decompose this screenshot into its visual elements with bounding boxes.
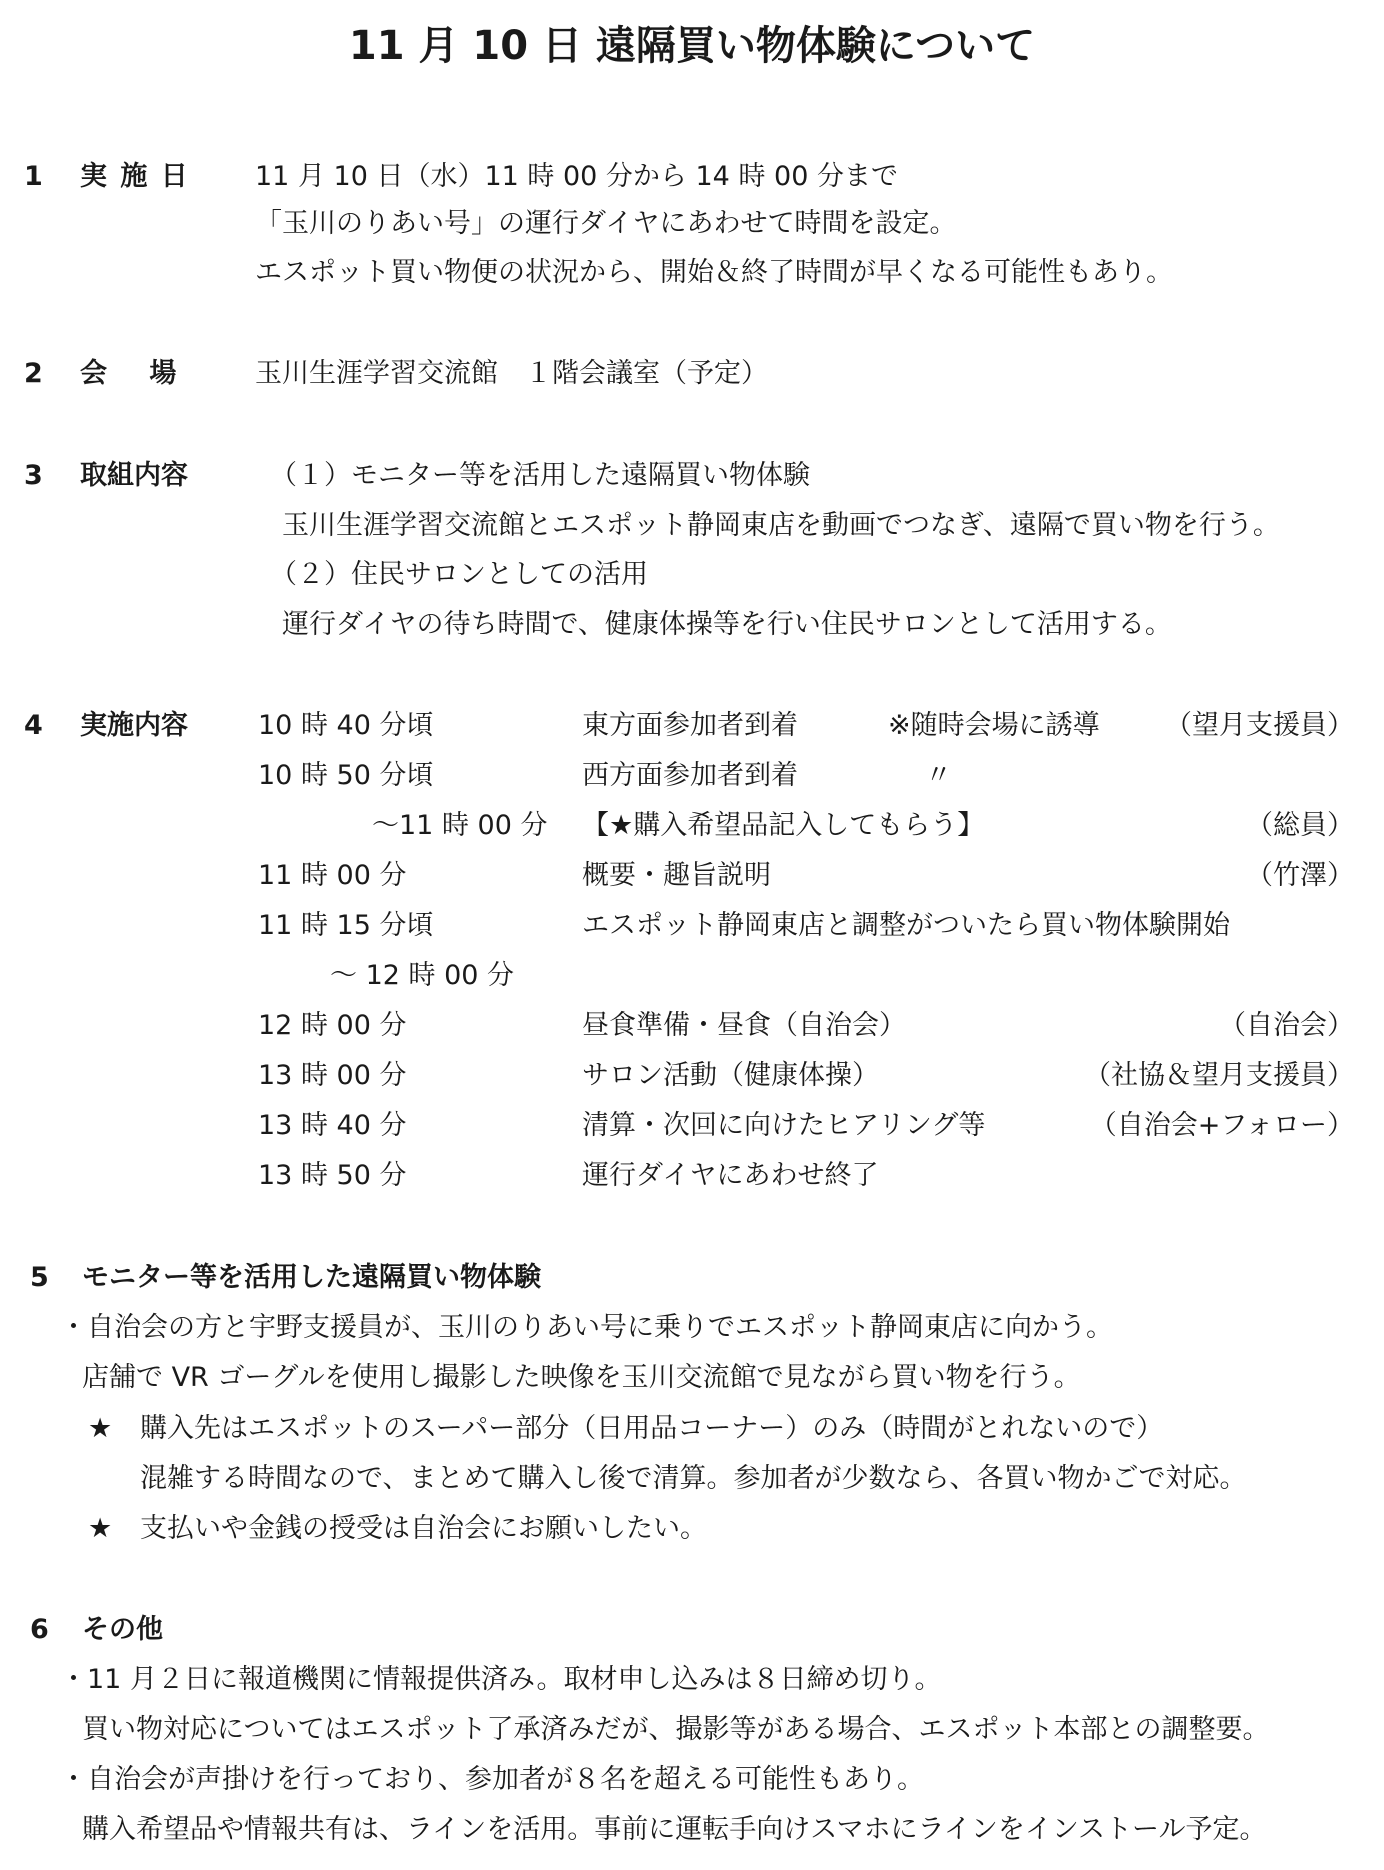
section-3-line-1: （１）モニター等を活用した遠隔買い物体験 (270, 460, 810, 491)
schedule-time: 13 時 40 分 (258, 1110, 407, 1141)
schedule-staff: （竹澤） (1246, 860, 1354, 891)
schedule-activity: 東方面参加者到着 (582, 710, 798, 741)
page-title: 11 月 10 日 遠隔買い物体験について (348, 23, 1036, 69)
section-6-heading: その他 (82, 1614, 163, 1645)
star-icon: ★ (88, 1413, 113, 1444)
section-3-line-4: 運行ダイヤの待ち時間で、健康体操等を行い住民サロンとして活用する。 (282, 609, 1172, 640)
section-3-line-2: 玉川生涯学習交流館とエスポット静岡東店を動画でつなぎ、遠隔で買い物を行う。 (282, 510, 1280, 541)
schedule-row (0, 1160, 1384, 1200)
section-4-heading: 実施内容 (80, 710, 188, 741)
schedule-staff: （自治会） (1219, 1010, 1354, 1041)
schedule-time: 10 時 40 分頃 (258, 710, 434, 741)
schedule-staff: （総員） (1246, 810, 1354, 841)
star-icon: ★ (88, 1513, 113, 1544)
schedule-time: 12 時 00 分 (258, 1010, 407, 1041)
schedule-time: ～ 12 時 00 分 (330, 960, 515, 991)
section-5-star-2: 支払いや金銭の授受は自治会にお願いしたい。 (140, 1513, 707, 1544)
schedule-activity: 運行ダイヤにあわせ終了 (582, 1160, 879, 1191)
section-5-star-1: 購入先はエスポットのスーパー部分（日用品コーナー）のみ（時間がとれないので） (140, 1413, 1164, 1444)
schedule-row (0, 860, 1384, 900)
section-5-heading: モニター等を活用した遠隔買い物体験 (82, 1262, 541, 1293)
schedule-activity: サロン活動（健康体操） (582, 1060, 879, 1091)
schedule-time: 11 時 15 分頃 (258, 910, 434, 941)
schedule-row (0, 910, 1384, 950)
schedule-time: 13 時 00 分 (258, 1060, 407, 1091)
schedule-row (0, 1060, 1384, 1100)
section-6-bullet-2: ・自治会が声掛けを行っており、参加者が８名を超える可能性もあり。 (60, 1764, 924, 1795)
section-3-number: 3 (24, 460, 43, 491)
schedule-row (0, 1010, 1384, 1050)
section-3-line-3: （２）住民サロンとしての活用 (270, 559, 648, 590)
section-6-bullet-1-cont: 買い物対応についてはエスポット了承済みだが、撮影等がある場合、エスポット本部との調整要。 (82, 1714, 1270, 1745)
section-2-text: 玉川生涯学習交流館 １階会議室（予定） (255, 358, 768, 389)
section-3-heading: 取組内容 (80, 460, 188, 491)
schedule-time: 11 時 00 分 (258, 860, 407, 891)
schedule-activity: 概要・趣旨説明 (582, 860, 771, 891)
schedule-activity: エスポット静岡東店と調整がついたら買い物体験開始 (582, 910, 1230, 941)
schedule-row (0, 760, 1384, 800)
schedule-time: 10 時 50 分頃 (258, 760, 434, 791)
schedule-row (0, 810, 1384, 850)
section-1-line-3: エスポット買い物便の状況から、開始＆終了時間が早くなる可能性もあり。 (255, 257, 1173, 288)
section-6-number: 6 (30, 1614, 49, 1645)
section-1-number: 1 (24, 161, 43, 192)
section-6-bullet-1: ・11 月２日に報道機関に情報提供済み。取材申し込みは８日締め切り。 (60, 1664, 942, 1695)
section-4-number: 4 (24, 710, 43, 741)
schedule-staff: （望月支援員） (1165, 710, 1354, 741)
schedule-activity: 【★購入希望品記入してもらう】 (582, 810, 985, 841)
section-6-bullet-2-cont: 購入希望品や情報共有は、ラインを活用。事前に運転手向けスマホにラインをインストール予定。 (82, 1814, 1267, 1845)
schedule-time: 13 時 50 分 (258, 1160, 407, 1191)
ditto-mark: 〃 (925, 760, 952, 791)
section-5-bullet-1: ・自治会の方と宇野支援員が、玉川のりあい号に乗りでエスポット静岡東店に向かう。 (60, 1312, 1113, 1343)
schedule-staff: （社協＆望月支援員） (1084, 1060, 1354, 1091)
section-1-heading: 実 施 日 (80, 161, 190, 192)
schedule-time: ～11 時 00 分 (372, 810, 548, 841)
section-5-number: 5 (30, 1262, 49, 1293)
schedule-row (0, 960, 1384, 1000)
schedule-row (0, 710, 1384, 750)
section-2-number: 2 (24, 358, 43, 389)
schedule-activity: 昼食準備・昼食（自治会） (582, 1010, 906, 1041)
section-5-bullet-1-cont: 店舗で VR ゴーグルを使用し撮影した映像を玉川交流館で見ながら買い物を行う。 (82, 1362, 1081, 1393)
schedule-activity: 清算・次回に向けたヒアリング等 (582, 1110, 986, 1141)
section-1-line-1: 11 月 10 日（水）11 時 00 分から 14 時 00 分まで (255, 161, 898, 192)
section-1-line-2: 「玉川のりあい号」の運行ダイヤにあわせて時間を設定。 (255, 208, 957, 239)
schedule-row (0, 1110, 1384, 1150)
section-5-star-1-cont: 混雑する時間なので、まとめて購入し後で清算。参加者が少数なら、各買い物かごで対応。 (140, 1463, 1247, 1494)
schedule-staff: （自治会+フォロー） (1089, 1110, 1354, 1141)
section-2-heading: 会 場 (80, 358, 179, 389)
schedule-note: ※随時会場に誘導 (888, 710, 1100, 741)
schedule-activity: 西方面参加者到着 (582, 760, 798, 791)
